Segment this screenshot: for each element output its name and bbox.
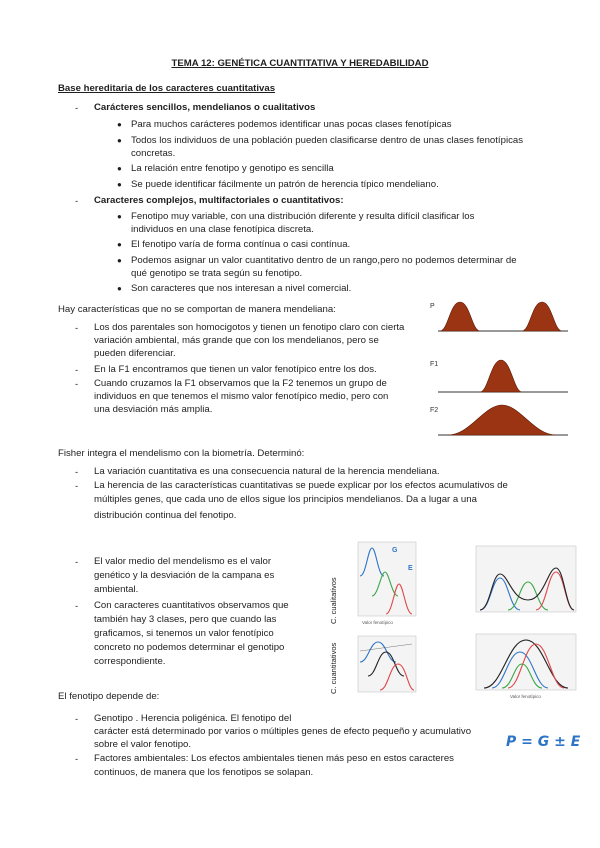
list-item-cont: variación ambiental, más grande que con los mendelianos, pero se <box>94 335 379 346</box>
bullet-marker: ● <box>117 256 122 265</box>
bullet-marker: ● <box>117 240 122 249</box>
bullet-marker: ● <box>117 180 122 189</box>
list-item: Para muchos carácteres podemos identificar unas pocas clases fenotípicas <box>131 119 452 130</box>
list-item-cont: continuos, de manera que los fenotipos se solapan. <box>94 767 314 778</box>
genetic-charts-figure <box>322 536 584 699</box>
list-item-cont: concretas. <box>131 148 176 159</box>
chart-qualitative-single <box>358 542 416 625</box>
list-item-cont: también hay 3 clases, pero que cuando las <box>94 614 277 625</box>
dash-marker: - <box>75 196 79 207</box>
f2-curve <box>448 405 556 435</box>
label-f2: F2 <box>430 407 439 414</box>
list-item-cont: ambiental. <box>94 584 139 595</box>
row-label-quantitative: C. cuantitativos <box>329 642 338 694</box>
paragraph-intro: Fisher integra el mendelismo con la biometría. Determinó: <box>58 448 305 459</box>
list-item: El fenotipo varía de forma contínua o casi contínua. <box>131 239 351 250</box>
dash-marker: - <box>75 467 79 478</box>
list-item-cont: individuos en que tenemos el mismo valor fenotípico medio, pero con <box>94 391 389 402</box>
dash-marker: - <box>75 601 79 612</box>
chart-quantitative-single <box>358 636 416 692</box>
chart-quantitative-combined <box>476 634 576 699</box>
chart-frame <box>358 636 416 692</box>
list-item-cont: genético y la desviación de la campana es <box>94 570 275 581</box>
dash-marker: - <box>75 557 79 568</box>
list-item: Son caracteres que nos interesan a nivel comercial. <box>131 283 352 294</box>
list-item: Los dos parentales son homocigotos y tienen un fenotipo claro con cierta <box>94 322 405 333</box>
x-axis-label: Valor fenotípico <box>510 694 541 699</box>
list-item: Podemos asignar un valor cuantitativo dentro de un rango,pero no podemos determinar de <box>131 255 517 266</box>
dash-marker: - <box>75 103 79 114</box>
bullet-marker: ● <box>117 284 122 293</box>
list-item-cont: graficamos, si tenemos un valor fenotípico <box>94 628 274 639</box>
paragraph-intro: Hay características que no se comportan de manera mendeliana: <box>58 304 336 315</box>
list-item: El valor medio del mendelismo es el valor <box>94 556 272 567</box>
simple-characters-label: Carácteres sencillos, mendelianos o cualitativos <box>94 102 316 113</box>
complex-characters-label: Caracteres complejos, multifactoriales o cuantitativos: <box>94 195 344 206</box>
label-e: E <box>408 565 413 572</box>
list-item: En la F1 encontramos que tienen un valor fenotípico entre los dos. <box>94 364 377 375</box>
dash-marker: - <box>75 365 79 376</box>
list-item-cont: múltiples genes, que cada uno de ellos sigue los principios mendelianos. Da a lugar a una <box>94 494 477 505</box>
chart-qualitative-combined <box>476 546 576 612</box>
bullet-marker: ● <box>117 212 122 221</box>
list-item-cont: distribución continua del fenotipo. <box>94 510 237 521</box>
page-title: TEMA 12: GENÉTICA CUANTITATIVA Y HEREDABILIDAD <box>171 58 429 69</box>
bullet-marker: ● <box>117 136 122 145</box>
distribution-figure <box>426 294 574 442</box>
list-item-cont: sobre el valor fenotipo. <box>94 739 192 750</box>
list-item-cont: pueden diferenciar. <box>94 348 176 359</box>
list-item: Se puede identificar fácilmente un patrón de herencia típico mendeliano. <box>131 179 439 190</box>
list-item: Todos los individuos de una población pueden clasificarse dentro de unas clases fenotípicas <box>131 135 523 146</box>
bullet-marker: ● <box>117 164 122 173</box>
list-item: Cuando cruzamos la F1 observamos que la F2 tenemos un grupo de <box>94 378 387 389</box>
parent-curve-right <box>522 302 562 331</box>
label-f1: F1 <box>430 361 439 368</box>
dash-marker: - <box>75 379 79 390</box>
f1-curve <box>480 360 522 392</box>
phenotype-equation: P = G ± E <box>506 734 581 750</box>
bullet-marker: ● <box>117 120 122 129</box>
dash-marker: - <box>75 323 79 334</box>
list-item: Genotipo . Herencia poligénica. El fenotipo del <box>94 713 292 724</box>
list-item-cont: carácter está determinado por varios o múltiples genes de efecto pequeño y acumulativo <box>94 726 472 737</box>
list-item-cont: qué genotipo se trata según su fenotipo. <box>131 268 303 279</box>
x-axis-label: Valor fenotípico <box>362 620 393 625</box>
list-item: La herencia de las características cuantitativas se puede explicar por los efectos acumulativos de <box>94 480 508 491</box>
list-item: La variación cuantitativa es una consecuencia natural de la herencia mendeliana. <box>94 466 440 477</box>
row-label-qualitative: C. cualitativos <box>329 577 338 624</box>
list-item-cont: correspondiente. <box>94 656 166 667</box>
label-g: G <box>392 547 398 554</box>
chart-frame <box>358 542 416 616</box>
paragraph-intro: El fenotipo depende de: <box>58 691 160 702</box>
list-item-cont: individuos en una clase fenotípica discreta. <box>131 224 314 235</box>
dash-marker: - <box>75 714 79 725</box>
dash-marker: - <box>75 754 79 765</box>
dash-marker: - <box>75 481 79 492</box>
list-item-cont: concreto no podemos determinar el genotipo <box>94 642 285 653</box>
list-item: La relación entre fenotipo y genotipo es sencilla <box>131 163 334 174</box>
label-p: P <box>430 303 435 310</box>
list-item: Con caracteres cuantitativos observamos que <box>94 600 289 611</box>
parent-curve-left <box>440 302 480 331</box>
list-item: Factores ambientales: Los efectos ambientales tienen más peso en estos caracteres <box>94 753 454 764</box>
chart-frame <box>476 634 576 690</box>
section-heading: Base hereditaria de los caracteres cuantitativas <box>58 83 276 94</box>
list-item: Fenotipo muy variable, con una distribución diferente y resulta difícil clasificar los <box>131 211 475 222</box>
list-item-cont: una desviación más amplia. <box>94 404 213 415</box>
